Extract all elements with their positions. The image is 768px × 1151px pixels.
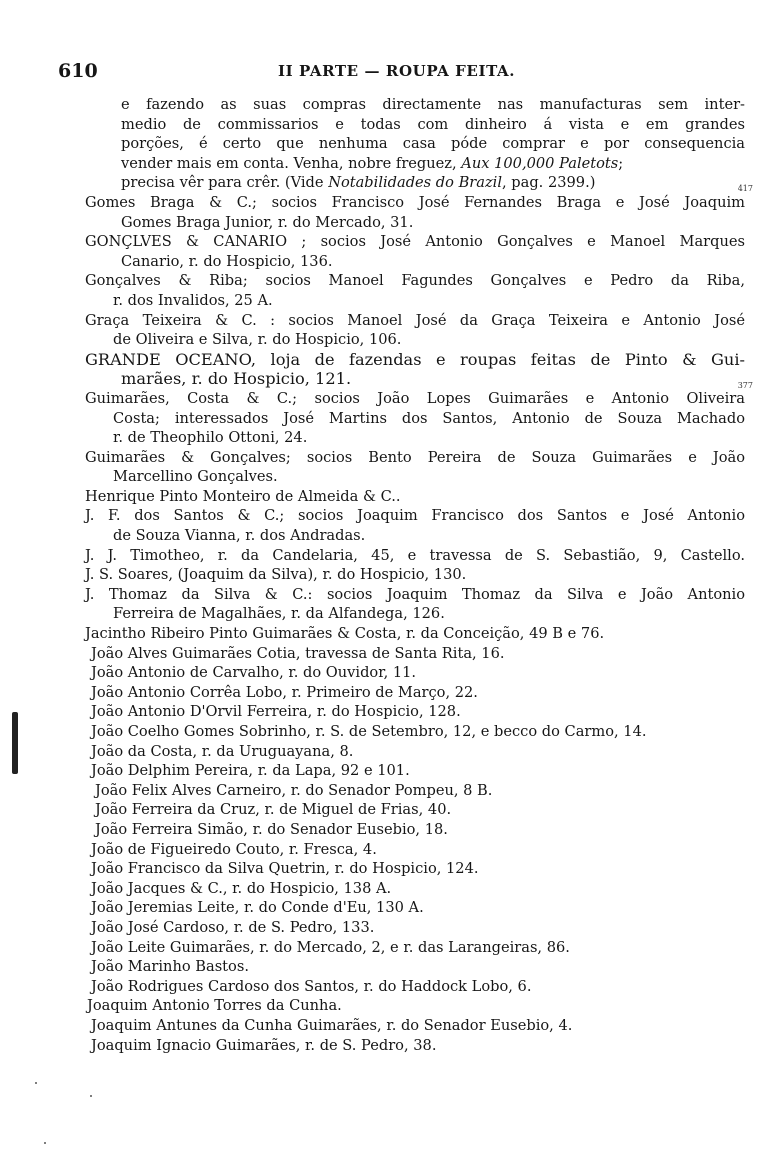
page-header [58,60,748,86]
reference-page: , pag. 2399.) [502,174,596,192]
entry-line: Gomes Braga & C.; socios Francisco José Fernandes Braga e José Joaquim [85,193,745,211]
entry-line: João Alves Guimarães Cotia, travessa de Santa Rita, 16. [91,644,505,662]
entry-line: Joaquim Antunes da Cunha Guimarães, r. do Senador Eusebio, 4. [91,1016,573,1034]
listing-entry [85,271,745,310]
listing-entry [85,977,745,997]
entry-line: Joaquim Ignacio Guimarães, r. de S. Pedro, 38. [91,1036,437,1054]
entry-line [121,173,753,193]
listing-entry [85,349,753,390]
entry-line: João Jeremias Leite, r. do Conde d'Eu, 130 A. [91,899,424,917]
entry-line: João Ferreira da Cruz, r. de Miguel de Frias, 40. [95,801,452,819]
entry-line: João Antonio D'Orvil Ferreira, r. do Hospicio, 128. [91,703,461,721]
entry-line: marães, r. do Hospicio, 121. [121,369,352,389]
margin-binding-mark [12,712,18,774]
listing-entry [85,859,745,879]
listing-entry [85,996,745,1016]
listing-entry [85,232,745,271]
listing-entry [85,506,745,545]
entry-line: Jacintho Ribeiro Pinto Guimarães & Costa, r. da Conceição, 49 B e 76. [85,625,605,643]
entry-line: João da Costa, r. da Uruguayana, 8. [91,742,354,760]
entry-line: João Rodrigues Cardoso dos Santos, r. do Haddock Lobo, 6. [91,977,532,995]
entry-line: Henrique Pinto Monteiro de Almeida & C.. [85,487,401,505]
directory-listing [85,95,753,1055]
entry-line: J. F. dos Santos & C.; socios Joaquim Francisco dos Santos e José Antonio [85,507,745,525]
entry-line: Gonçalves & Riba; socios Manoel Fagundes Gonçalves e Pedro da Riba, [85,272,745,290]
entry-line: r. de Theophilo Ottoni, 24. [113,429,308,447]
listing-entry [85,800,745,820]
listing-entry [85,761,745,781]
entry-line: João José Cardoso, r. de S. Pedro, 133. [91,918,375,936]
entry-line: João Antonio Corrêa Lobo, r. Primeiro de Março, 22. [91,683,478,701]
scan-speck [44,1142,46,1144]
entry-line: r. dos Invalidos, 25 A. [113,291,273,309]
entry-line: J. S. Soares, (Joaquim da Silva), r. do Hospicio, 130. [85,566,467,584]
listing-entry [85,663,745,683]
entry-line: João Delphim Pereira, r. da Lapa, 92 e 101. [91,762,410,780]
entry-line: GONÇLVES & CANARIO ; socios José Antonio Gonçalves e Manoel Marques [85,233,745,251]
listing-entry [85,448,745,487]
listing-entry [85,389,745,448]
listing-entry-continuation [85,95,753,193]
running-title: II PARTE — ROUPA FEITA. [278,62,516,80]
listing-entry [85,546,745,566]
listing-entry [85,938,745,958]
entry-line: João Francisco da Silva Quetrin, r. do Hospicio, 124. [91,860,479,878]
listing-entry [85,1036,745,1056]
entry-line: medio de commissarios e todas com dinheiro á vista e em grandes [121,115,745,133]
entry-line: de Oliveira e Silva, r. do Hospicio, 106. [113,331,402,349]
scan-speck [90,1095,92,1097]
entry-line: João Marinho Bastos. [91,958,249,976]
entry-line: Graça Teixeira & C. : socios Manoel José da Graça Teixeira e Antonio José [85,311,745,329]
listing-entry [85,722,745,742]
entry-line [121,154,745,174]
listing-entry [85,585,745,624]
listing-entry [85,957,745,977]
entry-line: João Leite Guimarães, r. do Mercado, 2, e r. das Larangeiras, 86. [91,938,570,956]
entry-line: J. Thomaz da Silva & C.: socios Joaquim Thomaz da Silva e João Antonio [85,585,745,603]
entry-line: Marcellino Gonçalves. [113,468,278,486]
entry-line: porções, é certo que nenhuma casa póde comprar e por consequencia [121,135,745,153]
entry-line: João Jacques & C., r. do Hospicio, 138 A. [91,879,392,897]
listing-entry [85,311,745,350]
margin-reference: 417 [737,184,753,193]
listing-entry [85,742,745,762]
listing-entry [85,1016,745,1036]
margin-reference: 377 [737,380,753,390]
listing-entry [85,840,745,860]
listing-entry [85,565,745,585]
entry-line: e fazendo as suas compras directamente nas manufacturas sem inter- [121,96,745,113]
scan-speck [35,1082,37,1084]
entry-line: Joaquim Antonio Torres da Cunha. [87,997,342,1015]
entry-line: João Antonio de Carvalho, r. do Ouvidor, 11. [91,664,417,682]
entry-line: Guimarães & Gonçalves; socios Bento Pereira de Souza Guimarães e João [85,448,745,466]
entry-line-text: precisa vêr para crêr. (Vide [121,174,329,192]
listing-entry [85,193,745,232]
listing-entry [85,898,745,918]
reference-title: Notabilidades do Brazil [328,174,502,192]
entry-line: Gomes Braga Junior, r. do Mercado, 31. [121,213,414,231]
entry-line: Ferreira de Magalhães, r. da Alfandega, 126. [113,605,445,623]
listing-entry [85,879,745,899]
listing-entry [85,624,745,644]
entry-line: João Coelho Gomes Sobrinho, r. S. de Setembro, 12, e becco do Carmo, 14. [91,723,647,740]
listing-entry [85,644,745,664]
listing-entry [85,781,745,801]
entry-line: GRANDE OCEANO, loja de fazendas e roupas feitas de Pinto & Gui- [85,349,745,369]
ad-slogan-punct: ; [618,154,624,172]
listing-entry [85,487,745,507]
listing-entry [85,702,745,722]
entry-line: Costa; interessados José Martins dos Santos, Antonio de Souza Machado [113,409,745,427]
ad-slogan: Aux 100,000 Paletots [461,154,619,172]
entry-line: de Souza Vianna, r. dos Andradas. [113,527,366,545]
entry-line-text: vender mais em conta. Venha, nobre freguez, [121,154,462,172]
entry-line: João de Figueiredo Couto, r. Fresca, 4. [91,840,377,858]
entry-line: João Ferreira Simão, r. do Senador Eusebio, 18. [95,820,448,838]
page-number: 610 [58,60,98,82]
entry-line: J. J. Timotheo, r. da Candelaria, 45, e travessa de S. Sebastião, 9, Castello. [85,546,745,564]
entry-line: Guimarães, Costa & C.; socios João Lopes Guimarães e Antonio Oliveira [85,389,745,407]
entry-line: João Felix Alves Carneiro, r. do Senador Pompeu, 8 B. [95,781,493,799]
listing-entry [85,683,745,703]
listing-entry [85,820,745,840]
entry-line: Canario, r. do Hospicio, 136. [121,252,333,270]
listing-entry [85,918,745,938]
